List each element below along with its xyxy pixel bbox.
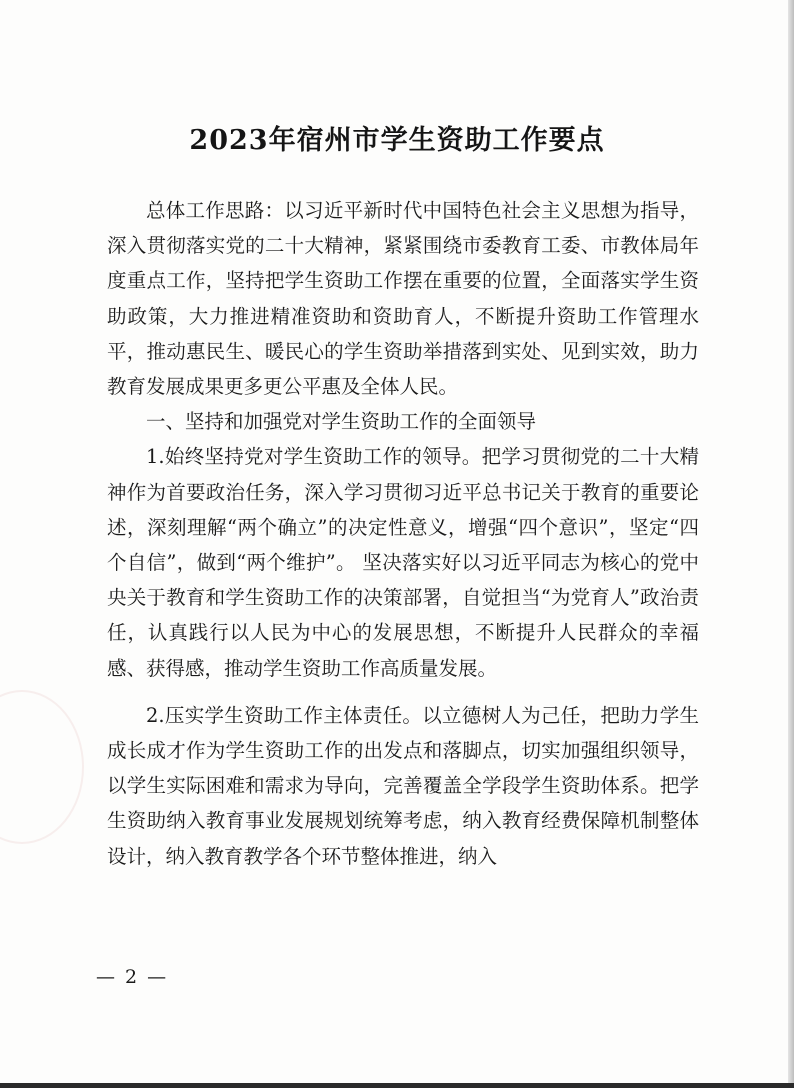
document-title: 2023年宿州市学生资助工作要点 <box>189 125 605 156</box>
item-2-paragraph: 2.压实学生资助工作主体责任。以立德树人为己任，把助力学生成长成才作为学生资助工作的出发点和落脚点，切实加强组织领导，以学生实际困难和需求为导向，完善覆盖全学段学生资助体系。把学生资助纳入教育事业发展规划统筹考虑，纳入教育经费保障机制整体设计，纳入教育教学各个环节整体推进，纳入 <box>107 703 699 868</box>
overview-paragraph: 总体工作思路：以习近平新时代中国特色社会主义思想为指导，深入贯彻落实党的二十大精神，紧紧围绕市委教育工委、市教体局年度重点工作，坚持把学生资助工作摆在重要的位置，全面落实学生资助政策，大力推进精准资助和资助育人，不断提升资助工作管理水平，推动惠民生、暖民心的学生资助举措落到实处、见到实效，助力教育发展成果更多更公平惠及全体人民。 <box>107 199 699 399</box>
document-body <box>107 193 699 874</box>
page-number: — 2 — <box>96 966 169 988</box>
scan-edge-right <box>788 0 794 1088</box>
scan-edge-bottom <box>0 1083 794 1088</box>
item-1-paragraph: 1.始终坚持党对学生资助工作的领导。把学习贯彻党的二十大精神作为首要政治任务，深入学习贯彻习近平总书记关于教育的重要论述，深刻理解“两个确立”的决定性意义，增强“四个意识”，坚定“四个自信”，做到“两个维护”。 坚决落实好以习近平同志为核心的党中央关于教育和学生资助工作的决策部署，自觉担当“为党育人”政治责任，认真践行以人民为中心的发展思想，不断提升人民群众的幸福感、获得感，推动学生资助工作高质量发展。 <box>107 445 699 680</box>
section-heading: 一、坚持和加强党对学生资助工作的全面领导 <box>146 410 537 434</box>
faint-stamp-mark <box>0 690 84 844</box>
